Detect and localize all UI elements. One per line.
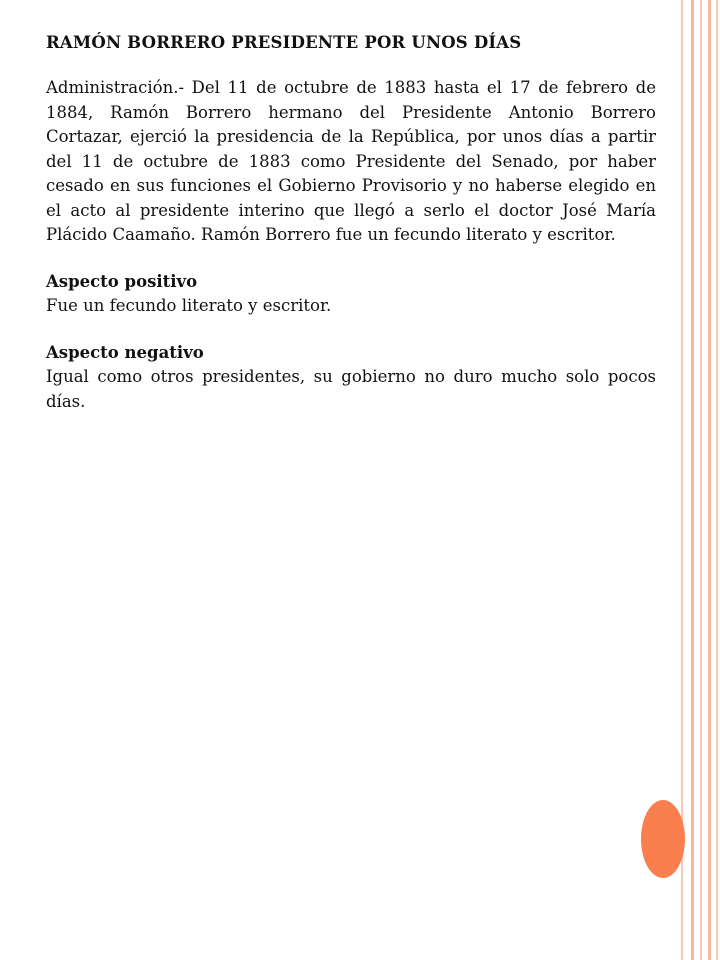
positive-text: Fue un fecundo literato y escritor. [46,296,332,315]
negative-section [46,341,656,415]
negative-heading: Aspecto negativo [46,342,204,362]
positive-heading: Aspecto positivo [46,271,198,291]
decorative-line [681,0,683,960]
decorative-line [691,0,694,960]
decorative-line [700,0,702,960]
negative-text: Igual como otros presidentes, su gobierno no duro mucho solo pocos días. [46,367,656,411]
body-paragraph: Administración.- Del 11 de octubre de 1883 hasta el 17 de febrero de 1884, Ramón Borrero hermano del Presidente Antonio Borrero Cortazar, ejerció la presidencia de la República, por unos días a partir del 11 de octubre de 1883 como Presidente del Senado, por haber cesado en sus funciones el Gobierno Provisorio y no haberse elegido en el acto al presidente interino que llegó a serlo el doctor José María Plácido Caamaño. Ramón Borrero fue un fecundo literato y escritor. [46,78,656,244]
decorative-line [716,0,718,960]
decorative-line [708,0,711,960]
slide-content [46,30,656,436]
decorative-oval [641,800,685,878]
positive-section [46,270,656,319]
slide-title: RAMÓN BORRERO PRESIDENTE POR UNOS DÍAS [46,33,522,52]
